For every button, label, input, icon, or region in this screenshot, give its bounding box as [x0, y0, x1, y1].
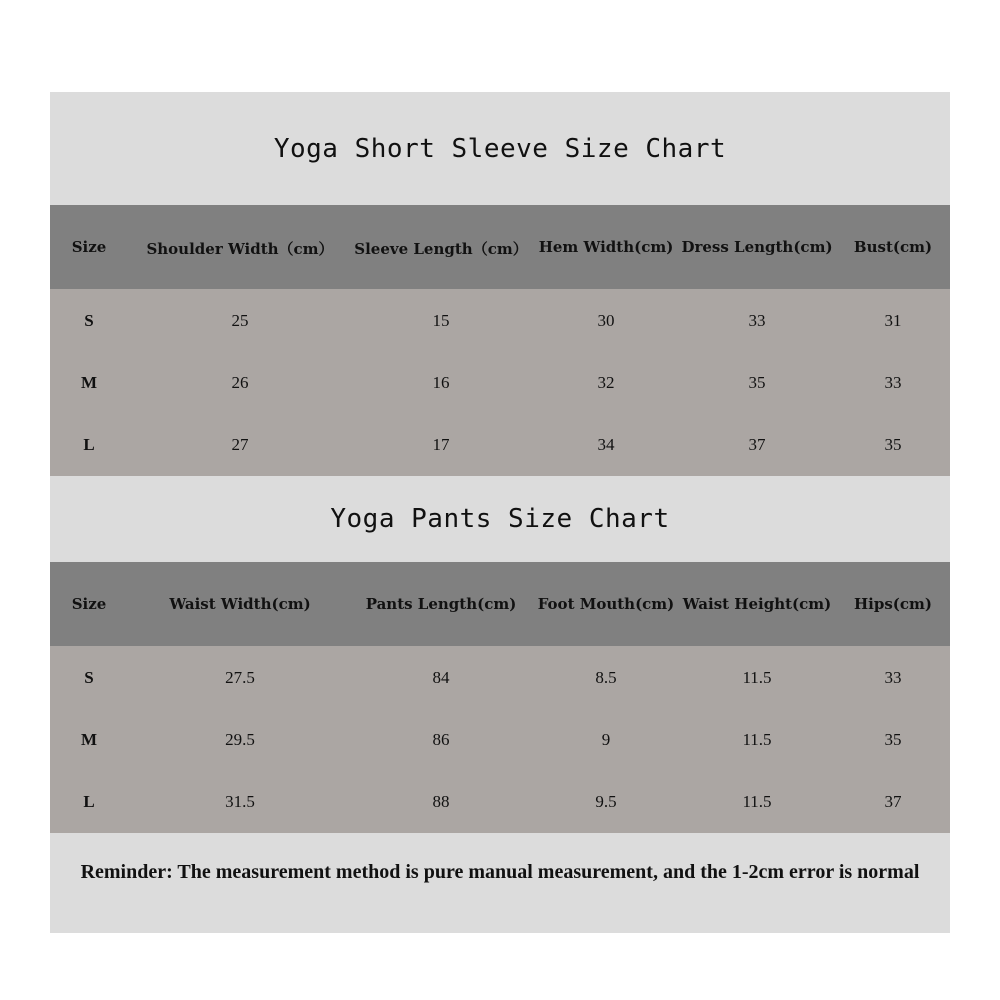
pants-chart-title: Yoga Pants Size Chart — [330, 504, 670, 534]
table-cell: 8.5 — [595, 668, 617, 687]
pants-size-table — [50, 562, 950, 833]
table-cell: 11.5 — [742, 792, 772, 811]
table-cell: 26 — [231, 373, 249, 392]
table-cell: 86 — [432, 730, 450, 749]
table-header-row — [50, 562, 950, 646]
table-cell: 17 — [432, 435, 450, 454]
table-cell: 33 — [884, 373, 902, 392]
table-body — [50, 646, 950, 833]
header-foot-mouth: Foot Mouth(cm) — [537, 595, 675, 613]
header-hem-width: Hem Width(cm) — [538, 238, 674, 256]
header-waist-height: Waist Height(cm) — [682, 595, 832, 613]
table-cell: S — [84, 311, 94, 330]
table-cell: 29.5 — [225, 730, 255, 749]
table-cell: 27.5 — [225, 668, 255, 687]
table-cell: 31 — [884, 311, 902, 330]
header-size: Size — [71, 595, 107, 613]
table-cell: 30 — [597, 311, 615, 330]
table-cell: 15 — [432, 311, 450, 330]
table-cell: S — [84, 668, 94, 687]
header-hips: Hips(cm) — [853, 595, 933, 613]
table-cell: 25 — [231, 311, 249, 330]
short-sleeve-chart-title: Yoga Short Sleeve Size Chart — [273, 134, 727, 164]
table-cell: 37 — [884, 792, 902, 811]
table-header-row — [50, 205, 950, 289]
measurement-reminder-note: Reminder: The measurement method is pure manual measurement, and the 1-2cm error is normal — [80, 861, 920, 883]
table-cell: 34 — [597, 435, 615, 454]
header-bust: Bust(cm) — [853, 238, 933, 256]
table-cell: 31.5 — [225, 792, 255, 811]
table-cell: 35 — [748, 373, 766, 392]
table-cell: 37 — [748, 435, 766, 454]
table-cell: 33 — [884, 668, 902, 687]
table-cell: 11.5 — [742, 668, 772, 687]
header-waist-width: Waist Width(cm) — [169, 595, 311, 613]
table-cell: 35 — [884, 435, 902, 454]
header-shoulder-width: Shoulder Width（cm） — [146, 240, 334, 258]
header-size: Size — [71, 238, 107, 256]
table-cell: M — [80, 730, 98, 749]
table-cell: 32 — [597, 373, 615, 392]
size-chart-sheet — [50, 92, 950, 933]
header-pants-length: Pants Length(cm) — [365, 595, 517, 613]
header-dress-length: Dress Length(cm) — [681, 238, 833, 256]
table-cell: 35 — [884, 730, 902, 749]
table-cell: L — [83, 792, 95, 811]
table-cell: 84 — [432, 668, 450, 687]
table-cell: M — [80, 373, 98, 392]
short-sleeve-size-table — [50, 205, 950, 476]
table-cell: 16 — [432, 373, 450, 392]
table-cell: 9 — [601, 730, 611, 749]
table-cell: L — [83, 435, 95, 454]
header-sleeve-length: Sleeve Length（cm） — [354, 240, 528, 258]
table-cell: 27 — [231, 435, 249, 454]
table-cell: 9.5 — [595, 792, 617, 811]
table-cell: 33 — [748, 311, 766, 330]
table-body — [50, 289, 950, 476]
table-cell: 88 — [432, 792, 450, 811]
table-cell: 11.5 — [742, 730, 772, 749]
